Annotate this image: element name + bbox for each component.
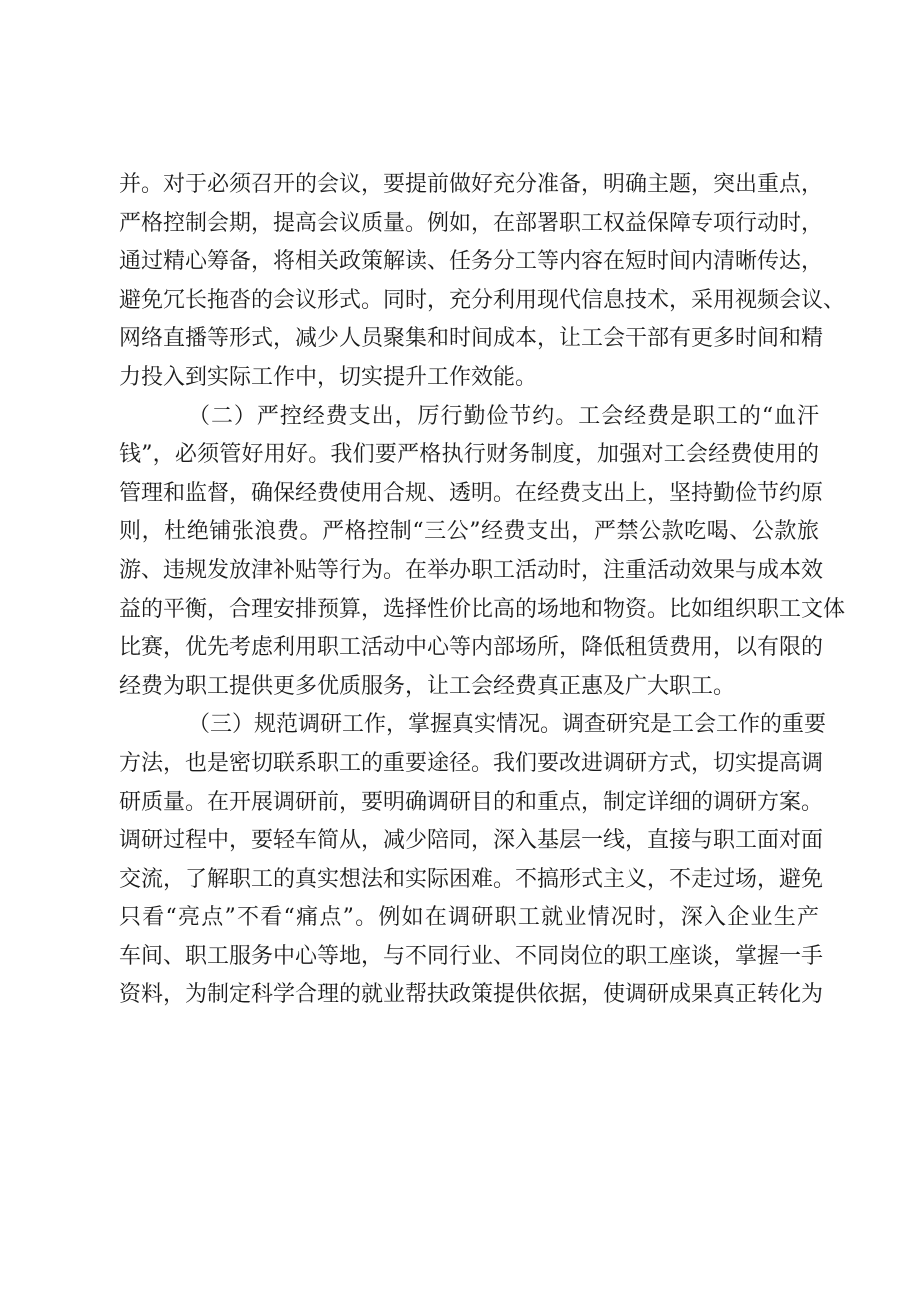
paragraph-3-line-8: 资料，为制定科学合理的就业帮扶政策提供依据，使调研成果真正转化为 (119, 982, 824, 1008)
paragraph-3-line-4: 调研过程中，要轻车简从，减少陪同，深入基层一线，直接与职工面对面 (119, 828, 824, 854)
paragraph-1-line-3: 通过精心筹备，将相关政策解读、任务分工等内容在短时间内清晰传达， (119, 249, 824, 275)
document-body (119, 166, 846, 1015)
paragraph-2-line-1: （二）严控经费支出，厉行勤俭节约。工会经费是职工的“血汗 (188, 403, 819, 429)
paragraph-3-line-7: 车间、职工服务中心等地，与不同行业、不同岗位的职工座谈，掌握一手 (119, 943, 824, 969)
paragraph-1-line-1: 并。对于必须召开的会议，要提前做好充分准备，明确主题，突出重点， (119, 172, 824, 197)
paragraph-1-line-2: 严格控制会期，提高会议质量。例如，在部署职工权益保障专项行动时， (119, 210, 824, 236)
paragraph-2-line-5: 游、违规发放津补贴等行为。在举办职工活动时，注重活动效果与成本效 (119, 557, 824, 583)
paragraph-2-line-6: 益的平衡，合理安排预算，选择性价比高的场地和物资。比如组织职工文体 (119, 596, 846, 622)
paragraph-3-line-1: （三）规范调研工作，掌握真实情况。调查研究是工会工作的重要 (188, 712, 827, 738)
paragraph-1-line-4: 避免冗长拖沓的会议形式。同时，充分利用现代信息技术，采用视频会议、 (119, 287, 846, 313)
paragraph-1-line-6: 力投入到实际工作中，切实提升工作效能。 (119, 364, 538, 390)
paragraph-3-line-3: 研质量。在开展调研前，要明确调研目的和重点，制定详细的调研方案。 (119, 789, 824, 815)
paragraph-2-line-8: 经费为职工提供更多优质服务，让工会经费真正惠及广大职工。 (119, 673, 736, 699)
paragraph-3-line-5: 交流，了解职工的真实想法和实际困难。不搞形式主义，不走过场，避免 (119, 866, 824, 892)
paragraph-1-line-5: 网络直播等形式，减少人员聚集和时间成本，让工会干部有更多时间和精 (119, 326, 824, 352)
paragraph-2-line-4: 则，杜绝铺张浪费。严格控制“三公”经费支出，严禁公款吃喝、公款旅 (119, 519, 819, 545)
paragraph-2-line-2: 钱”，必须管好用好。我们要严格执行财务制度，加强对工会经费使用的 (119, 442, 819, 468)
paragraph-2-line-3: 管理和监督，确保经费使用合规、透明。在经费支出上，坚持勤俭节约原 (119, 480, 824, 506)
paragraph-3-line-6: 只看“亮点”不看“痛点”。例如在调研职工就业情况时，深入企业生产 (119, 905, 819, 931)
paragraph-2-line-7: 比赛，优先考虑利用职工活动中心等内部场所，降低租赁费用，以有限的 (119, 635, 824, 661)
paragraph-3-line-2: 方法，也是密切联系职工的重要途径。我们要改进调研方式，切实提高调 (119, 750, 824, 776)
